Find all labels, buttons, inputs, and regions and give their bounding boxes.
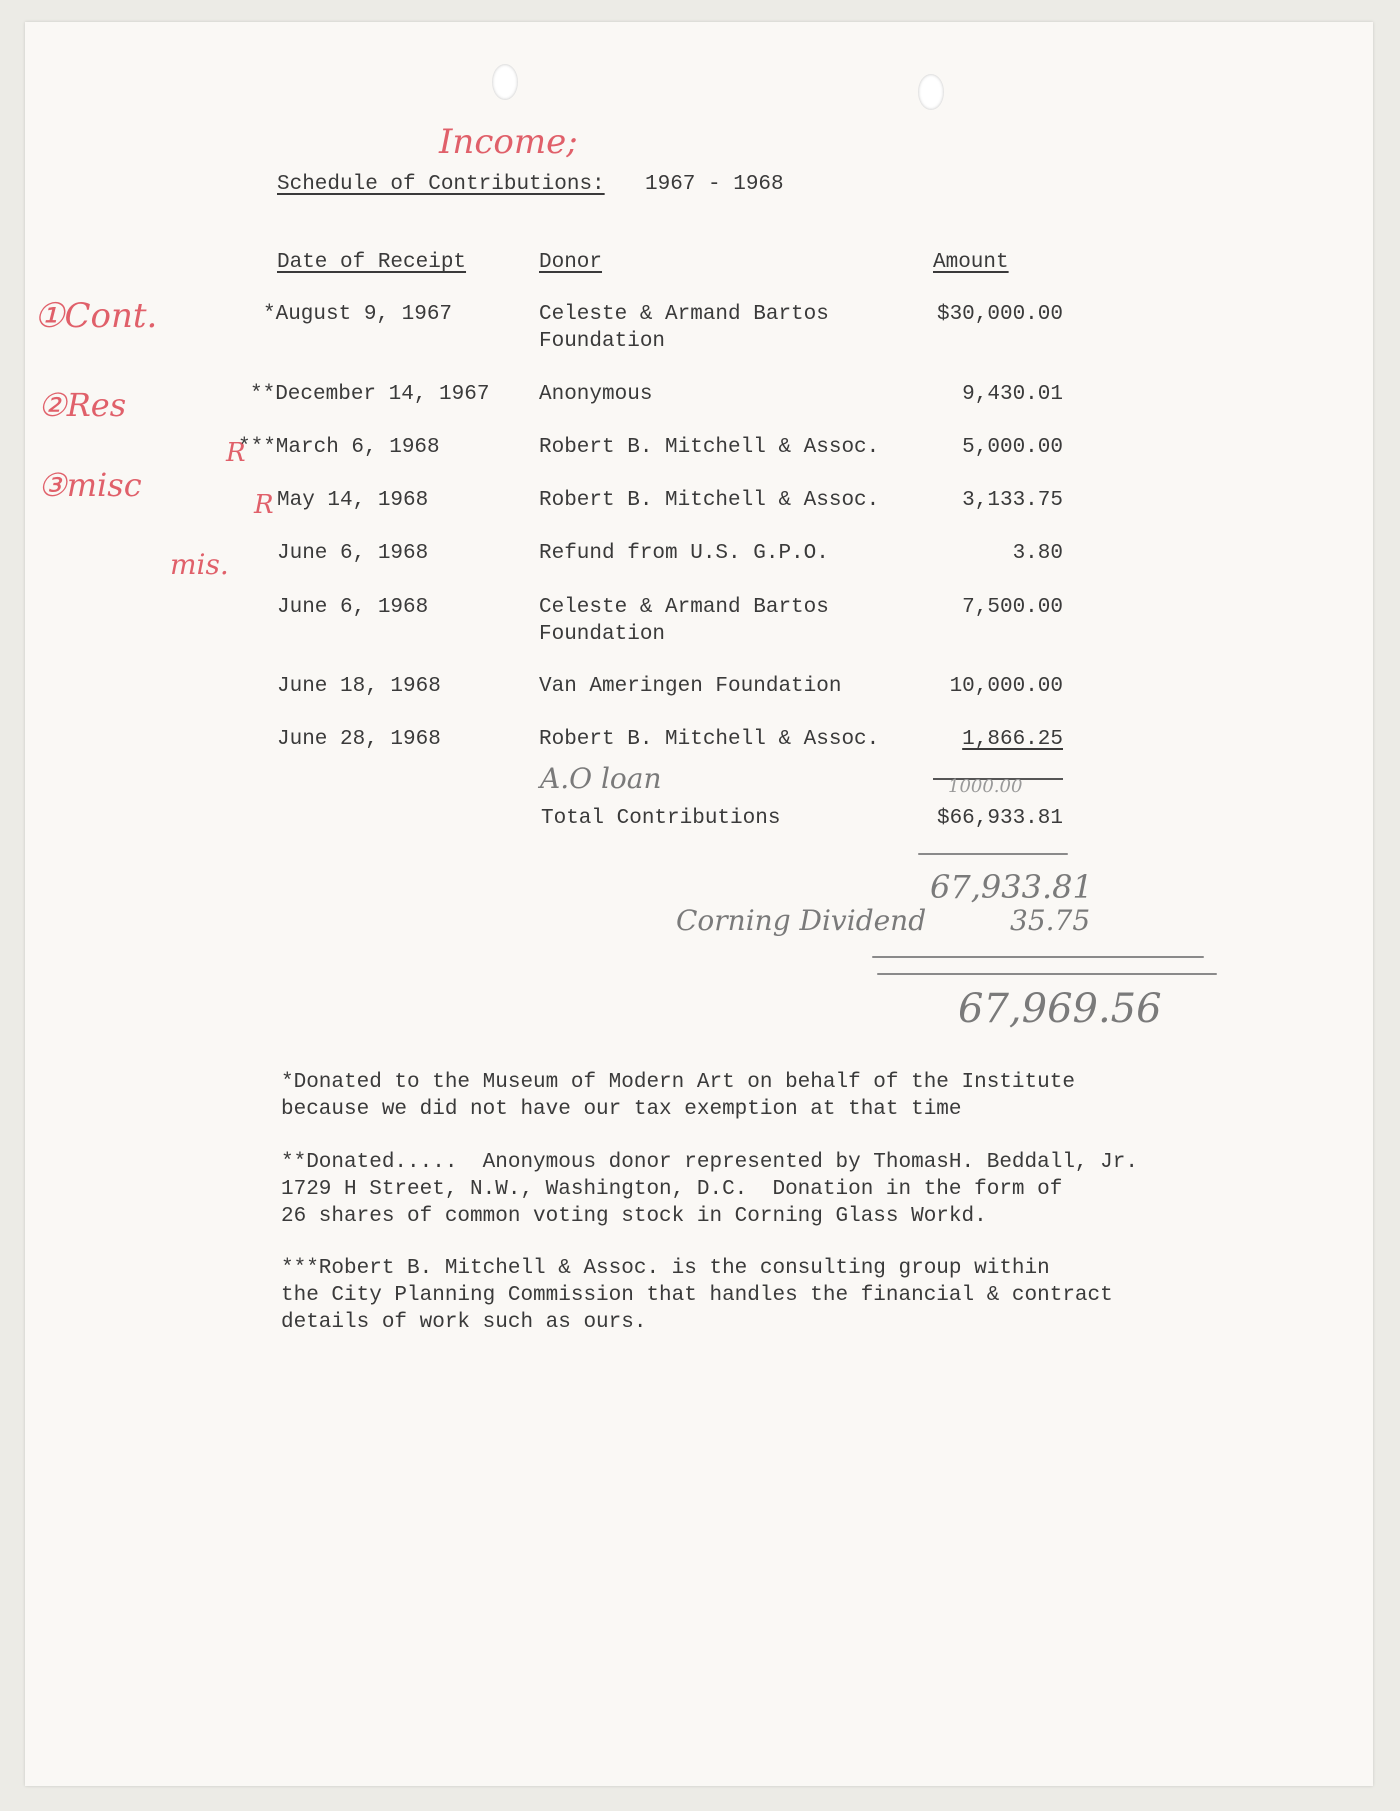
row-date: June 28, 1968 [277,728,441,751]
header-donor: Donor [539,251,603,274]
row-date: June 6, 1968 [277,542,429,565]
margin-note: ③misc [38,466,142,504]
title-years: 1967 - 1968 [645,173,784,196]
footnote-line: *Donated to the Museum of Modern Art on behalf of the Institute [281,1071,1075,1094]
loan-amount: 1000.00 [948,776,1023,797]
footnote-line: the City Planning Commission that handles the financial & contract [281,1284,1113,1307]
row-donor: Robert B. Mitchell & Assoc. [539,728,880,751]
row-amount: 7,500.00 [962,596,1063,619]
row-amount: 9,430.01 [962,383,1063,406]
header-date: Date of Receipt [277,251,467,274]
row-donor: Anonymous [539,383,653,406]
row-donor: Robert B. Mitchell & Assoc. [539,489,880,512]
row-donor: Refund from U.S. G.P.O. [539,542,829,565]
punch-hole [492,64,518,100]
dividend-label: Corning Dividend [676,904,927,937]
row-amount: 10,000.00 [949,675,1063,698]
footnote-line: 1729 H Street, N.W., Washington, D.C. Donation in the form of [281,1178,1063,1201]
page-title: Schedule of Contributions: [277,173,605,196]
income-annotation: Income; [439,122,578,162]
row-donor: Foundation [539,623,666,646]
row-amount: 3,133.75 [962,489,1063,512]
row-date: ***March 6, 1968 [238,436,440,459]
footnote-line: **Donated..... Anonymous donor represented by ThomasH. Beddall, Jr. [281,1151,1138,1174]
margin-note: ①Cont. [34,296,158,336]
footnote-line: ***Robert B. Mitchell & Assoc. is the consulting group within [281,1257,1050,1280]
footnote-line: because we did not have our tax exemption at that time [281,1098,962,1121]
row-donor: Robert B. Mitchell & Assoc. [539,436,880,459]
r-mark: R [254,490,274,520]
row-donor: Foundation [539,330,666,353]
row-date: June 18, 1968 [277,675,441,698]
total-label: Total Contributions [541,807,781,830]
loan-note: A.O loan [540,762,662,795]
handwritten-subtotal: 67,933.81 [930,868,1093,906]
r-mark: R [226,438,246,468]
pencil-rule [877,973,1217,975]
margin-note: mis. [170,548,229,581]
row-date: *August 9, 1967 [263,303,453,326]
row-donor: Celeste & Armand Bartos [539,596,829,619]
row-date: May 14, 1968 [277,489,429,512]
margin-note: ②Res [38,386,127,424]
row-date: **December 14, 1967 [250,383,490,406]
handwritten-grand-total: 67,969.56 [958,986,1162,1032]
row-donor: Van Ameringen Foundation [539,675,842,698]
footnote-line: details of work such as ours. [281,1311,647,1334]
punch-hole [918,74,944,110]
row-amount: $30,000.00 [936,303,1063,326]
total-amount: $66,933.81 [936,807,1063,830]
pencil-rule [872,956,1204,958]
row-amount: 5,000.00 [962,436,1063,459]
pencil-rule [918,853,1068,855]
row-date: June 6, 1968 [277,596,429,619]
header-amount: Amount [933,251,1009,274]
row-donor: Celeste & Armand Bartos [539,303,829,326]
row-amount: 3.80 [1012,542,1063,565]
dividend-amount: 35.75 [1010,904,1091,937]
footnote-line: 26 shares of common voting stock in Corning Glass Workd. [281,1205,987,1228]
row-amount: 1,866.25 [962,728,1063,751]
